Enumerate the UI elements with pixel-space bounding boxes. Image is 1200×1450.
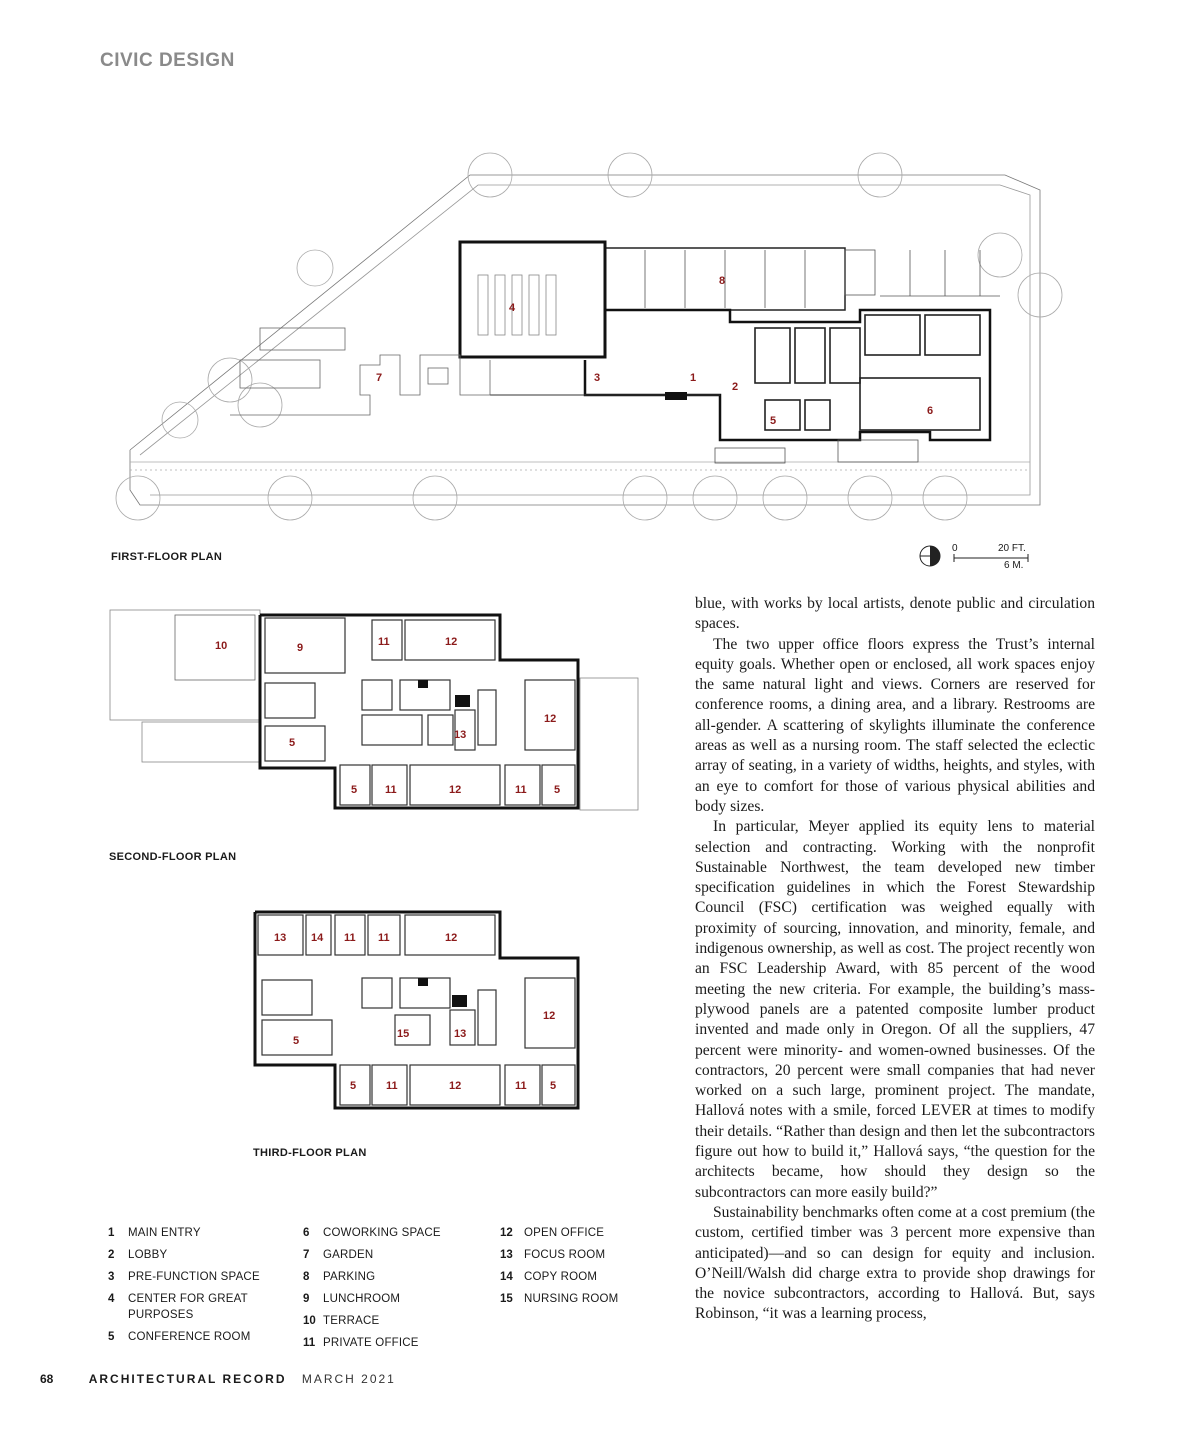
page-number: 68 [40,1372,54,1386]
plan3-label-5c: 5 [550,1080,557,1092]
magazine-name: ARCHITECTURAL RECORD [88,1372,287,1386]
article-paragraph-4: Sustainability benchmarks often come at a cost premium (the custom, certified timber was 3 percent more expensive than anticipated)—and so can design for equity and inclusion. O’Neill/Walsh did charge extra to provide shop drawings for the novice subcontractors, according to Hallová. But, says Robinson, “it was a learning process, [695,1203,1095,1323]
legend-number: 5 [108,1331,115,1343]
legend-item [303,1247,493,1263]
legend-label: PRIVATE OFFICE [323,1337,419,1349]
legend-label: LUNCHROOM [323,1293,401,1305]
legend-item [303,1269,493,1285]
legend-column-1 [108,1225,298,1351]
plan3-label-5b: 5 [350,1080,357,1092]
legend-column-2 [303,1225,493,1357]
legend-label: LOBBY [128,1249,168,1261]
legend-number: 2 [108,1249,115,1261]
legend-item [500,1247,690,1263]
legend-number: 8 [303,1271,310,1283]
plan1-label-8: 8 [719,275,726,287]
legend-item [500,1225,690,1241]
legend-item [303,1335,493,1351]
legend-item [303,1313,493,1329]
plan3-label-11b: 11 [378,932,390,944]
legend-number: 14 [500,1271,513,1283]
legend-item [303,1291,493,1307]
legend-number: 15 [500,1293,513,1305]
plan1-label-2: 2 [732,381,739,393]
legend-label: PRE-FUNCTION SPACE [128,1271,260,1283]
legend-item [108,1291,298,1323]
legend-number: 1 [108,1227,115,1239]
issue-date: MARCH 2021 [301,1372,396,1386]
plan2-label-10: 10 [215,640,228,652]
legend-number: 3 [108,1271,115,1283]
plan3-label-12b: 12 [543,1010,556,1022]
plan3-label-13b: 13 [454,1028,467,1040]
plan2-label-11a: 11 [378,636,390,648]
legend-number: 13 [500,1249,513,1261]
legend-number: 7 [303,1249,310,1261]
scale-meters: 6 M. [1004,560,1024,571]
legend-number: 12 [500,1227,513,1239]
scale-feet: 20 FT. [998,543,1026,554]
second-floor-plan-title: SECOND-FLOOR PLAN [109,851,237,863]
legend-label: FOCUS ROOM [524,1249,606,1261]
plan3-label-11d: 11 [515,1080,527,1092]
legend-label: COPY ROOM [524,1271,598,1283]
plan3-label-12c: 12 [449,1080,462,1092]
plan2-label-12b: 12 [544,713,557,725]
plan2-label-12a: 12 [445,636,458,648]
plan2-label-9: 9 [297,642,304,654]
plan2-label-11b: 11 [385,784,397,796]
legend-item [108,1269,298,1285]
first-floor-plan [116,153,1062,520]
legend-number: 11 [303,1337,316,1349]
legend-number: 6 [303,1227,310,1239]
plan2-label-13: 13 [454,729,467,741]
second-floor-plan [110,610,638,810]
legend-item [108,1225,298,1241]
plan3-label-11a: 11 [344,932,356,944]
section-label: CIVIC DESIGN [100,50,235,71]
legend-item [500,1291,690,1307]
plan3-label-11c: 11 [386,1080,398,1092]
legend-item [500,1269,690,1285]
plan2-label-5a: 5 [289,737,296,749]
legend-label: OPEN OFFICE [524,1227,605,1239]
plan2-label-5b: 5 [351,784,358,796]
page-footer [40,1372,396,1386]
plan1-label-1: 1 [690,372,697,384]
legend-label: PARKING [323,1271,376,1283]
first-floor-plan-title: FIRST-FLOOR PLAN [111,551,223,563]
plan2-label-12c: 12 [449,784,462,796]
scale-bar [918,540,1038,576]
legend-label: MAIN ENTRY [128,1227,201,1239]
legend-column-3 [500,1225,690,1313]
plan1-label-3: 3 [594,372,601,384]
article-paragraph-3: In particular, Meyer applied its equity lens to material selection and contracting. Working with the nonprofit Sustainable Northwest, the team developed new timber specification guidelines in which the Forest Stewardship Council (FSC) certification was weighed equally with proximity of sourcing, innovation, and minority, female, and indigenous ownership, as well as cost. The project recently won an FSC Leadership Award, with 85 percent of the wood meeting the new criteria. For example, the building’s mass-plywood panels are a patented composite lumber product invented and made only in Oregon. Of all the suppliers, 47 percent were minority- and women-owned businesses. Of the contractors, 20 percent were small companies that had never worked on a such large, prominent project. The mandate, Hallová notes with a smile, forced LEVER at times to modify their details. “Rather than design and then let the subcontractors figure out how to build it,” Hallová says, “the question for the architects became, how should they design so the subcontractors can more easily build?” [695,818,1095,1201]
legend-label: COWORKING SPACE [323,1227,441,1239]
plan2-label-5c: 5 [554,784,561,796]
legend-label: CENTER FOR GREAT PURPOSES [128,1293,248,1321]
scale-zero: 0 [952,543,958,554]
legend-item [108,1329,298,1345]
legend-label: CONFERENCE ROOM [128,1331,251,1343]
plan1-label-6: 6 [927,405,934,417]
article-paragraph-2: The two upper office floors express the Trust’s internal equity goals. Whether open or enclosed, all work spaces enjoy the same natural light and views. Corners are reserved for conference rooms, a dining area, and a library. Restrooms are all-gender. A scattering of skylights illuminate the conference areas as well as a nursing room. The staff selected the eclectic array of seating, in a variety of widths, heights, and styles, with an eye to comfort for those of various physical abilities and body sizes. [695,635,1095,815]
legend-item [303,1225,493,1241]
article-body [695,594,1095,1325]
plan1-label-5: 5 [770,415,777,427]
third-floor-plan [255,912,578,1108]
legend-number: 10 [303,1315,316,1327]
legend-number: 9 [303,1293,310,1305]
legend-label: TERRACE [323,1315,380,1327]
legend-number: 4 [108,1293,115,1305]
legend-label: GARDEN [323,1249,374,1261]
plan1-label-4: 4 [509,302,516,314]
article-paragraph-1: blue, with works by local artists, denote public and circulation spaces. [695,595,1095,633]
legend-item [108,1247,298,1263]
plan3-label-13a: 13 [274,932,287,944]
third-floor-plan-title: THIRD-FLOOR PLAN [253,1147,367,1159]
legend-label: NURSING ROOM [524,1293,619,1305]
plan3-label-15: 15 [397,1028,410,1040]
plan2-label-11c: 11 [515,784,527,796]
plan3-label-5a: 5 [293,1035,300,1047]
plan1-label-7: 7 [376,372,383,384]
plan3-label-12a: 12 [445,932,458,944]
plan3-label-14: 14 [311,932,324,944]
